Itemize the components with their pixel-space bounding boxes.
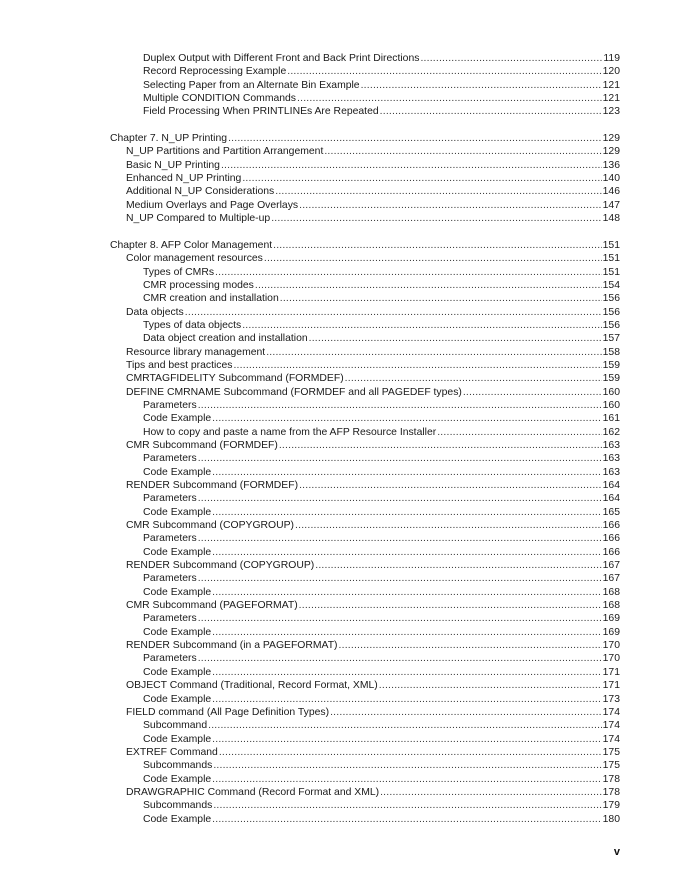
dot-leader bbox=[242, 319, 601, 332]
toc-entry[interactable] bbox=[0, 492, 680, 505]
toc-entry-title: EXTREF Command bbox=[126, 746, 218, 758]
toc-entry[interactable] bbox=[0, 332, 680, 345]
dot-leader bbox=[275, 185, 601, 198]
dot-leader bbox=[242, 172, 601, 185]
dot-leader bbox=[380, 786, 602, 799]
dot-leader bbox=[212, 813, 602, 826]
toc-entry[interactable] bbox=[0, 799, 680, 812]
toc-entry[interactable] bbox=[0, 399, 680, 412]
toc-entry-page: 168 bbox=[602, 586, 620, 598]
toc-entry-title: Parameters bbox=[143, 533, 197, 545]
dot-leader bbox=[212, 666, 602, 679]
toc-entry-page: 121 bbox=[602, 79, 620, 91]
toc-entry[interactable] bbox=[0, 412, 680, 425]
toc-entry-page: 166 bbox=[602, 520, 620, 532]
toc-entry-title: Parameters bbox=[143, 573, 197, 585]
toc-entry-title: Field Processing When PRINTLINEs Are Repeated bbox=[143, 106, 379, 118]
dot-leader bbox=[198, 612, 602, 625]
toc-entry-page: 140 bbox=[602, 173, 620, 185]
dot-leader bbox=[212, 773, 602, 786]
toc-entry-page: 160 bbox=[602, 386, 620, 398]
toc-entry-title: Duplex Output with Different Front and Back Print Directions bbox=[143, 53, 420, 64]
toc-entry-page: 147 bbox=[602, 199, 620, 211]
toc-entry-page: 164 bbox=[602, 480, 620, 491]
dot-leader bbox=[330, 706, 602, 719]
dot-leader bbox=[221, 159, 602, 172]
toc-entry-page: 164 bbox=[602, 493, 620, 505]
dot-leader bbox=[309, 332, 602, 345]
toc-entry-title: CMR creation and installation bbox=[143, 293, 279, 305]
toc-entry[interactable] bbox=[0, 105, 680, 118]
toc-entry-page: 129 bbox=[602, 133, 620, 145]
toc-entry[interactable] bbox=[0, 159, 680, 172]
toc-entry[interactable] bbox=[0, 706, 680, 719]
toc-entry-page: 160 bbox=[602, 399, 620, 411]
dot-leader bbox=[212, 466, 602, 479]
toc-entry[interactable] bbox=[0, 426, 680, 439]
dot-leader bbox=[212, 546, 602, 559]
dot-leader bbox=[228, 132, 602, 145]
toc-entry-title: Parameters bbox=[143, 613, 197, 625]
dot-leader bbox=[273, 239, 602, 252]
dot-leader bbox=[299, 599, 602, 612]
table-of-contents bbox=[0, 52, 680, 826]
toc-entry-title: Code Example bbox=[143, 813, 212, 825]
dot-leader bbox=[279, 439, 602, 452]
toc-entry-page: 162 bbox=[602, 426, 620, 438]
dot-leader bbox=[212, 586, 602, 599]
toc-entry-title: N_UP Compared to Multiple-up bbox=[126, 213, 271, 225]
toc-entry-page: 166 bbox=[602, 533, 620, 545]
toc-entry[interactable] bbox=[0, 346, 680, 359]
dot-leader bbox=[297, 92, 602, 105]
toc-entry[interactable] bbox=[0, 52, 680, 65]
toc-entry-page: 170 bbox=[602, 653, 620, 665]
toc-chapter-entry[interactable] bbox=[0, 239, 680, 252]
dot-leader bbox=[255, 279, 602, 292]
toc-entry-page: 146 bbox=[602, 186, 620, 198]
dot-leader bbox=[198, 532, 602, 545]
toc-entry-title: Code Example bbox=[143, 693, 212, 705]
toc-entry-title: Code Example bbox=[143, 413, 212, 425]
toc-entry-page: 179 bbox=[602, 800, 620, 812]
dot-leader bbox=[437, 426, 601, 439]
toc-entry[interactable] bbox=[0, 666, 680, 679]
toc-entry[interactable] bbox=[0, 639, 680, 652]
toc-entry-title: Parameters bbox=[143, 453, 197, 465]
toc-entry[interactable] bbox=[0, 532, 680, 545]
toc-entry-page: 163 bbox=[602, 439, 620, 451]
toc-entry-title: How to copy and paste a name from the AFP Resource Installer bbox=[143, 426, 437, 438]
dot-leader bbox=[212, 506, 602, 519]
toc-entry[interactable] bbox=[0, 185, 680, 198]
toc-entry-title: Subcommand bbox=[143, 720, 208, 732]
dot-leader bbox=[212, 626, 602, 639]
toc-entry[interactable] bbox=[0, 599, 680, 612]
toc-entry-title: CMR processing modes bbox=[143, 279, 254, 291]
toc-entry-page: 168 bbox=[602, 600, 620, 612]
toc-entry-page: 167 bbox=[602, 560, 620, 572]
toc-entry[interactable] bbox=[0, 773, 680, 786]
toc-entry[interactable] bbox=[0, 586, 680, 599]
dot-leader bbox=[280, 292, 602, 305]
toc-entry-page: 151 bbox=[602, 239, 620, 251]
toc-entry-title: CMRTAGFIDELITY Subcommand (FORMDEF) bbox=[126, 373, 344, 385]
toc-entry-page: 129 bbox=[602, 146, 620, 158]
toc-entry[interactable] bbox=[0, 92, 680, 105]
dot-leader bbox=[198, 572, 602, 585]
toc-entry-title: DRAWGRAPHIC Command (Record Format and XML) bbox=[126, 786, 380, 798]
toc-entry-title: Color management resources bbox=[126, 253, 263, 265]
toc-entry-page: 173 bbox=[602, 693, 620, 705]
toc-entry[interactable] bbox=[0, 612, 680, 625]
toc-entry[interactable] bbox=[0, 626, 680, 639]
toc-entry-title: Medium Overlays and Page Overlays bbox=[126, 199, 299, 211]
toc-entry[interactable] bbox=[0, 559, 680, 572]
toc-entry[interactable] bbox=[0, 145, 680, 158]
dot-leader bbox=[295, 519, 602, 532]
toc-entry[interactable] bbox=[0, 279, 680, 292]
dot-leader bbox=[212, 412, 602, 425]
toc-entry-title: CMR Subcommand (COPYGROUP) bbox=[126, 520, 295, 532]
dot-leader bbox=[315, 559, 601, 572]
dot-leader bbox=[198, 492, 602, 505]
toc-entry-title: Code Example bbox=[143, 546, 212, 558]
toc-entry[interactable] bbox=[0, 372, 680, 385]
toc-entry-title: Data objects bbox=[126, 306, 184, 318]
toc-entry-title: Record Reprocessing Example bbox=[143, 66, 287, 78]
dot-leader bbox=[185, 306, 602, 319]
toc-entry-page: 169 bbox=[602, 613, 620, 625]
dot-leader bbox=[213, 799, 601, 812]
toc-entry-page: 174 bbox=[602, 733, 620, 745]
toc-entry-page: 175 bbox=[602, 760, 620, 772]
toc-entry-title: Basic N_UP Printing bbox=[126, 159, 220, 171]
toc-entry-page: 148 bbox=[602, 213, 620, 225]
toc-entry-title: CMR Subcommand (PAGEFORMAT) bbox=[126, 600, 298, 612]
dot-leader bbox=[215, 266, 602, 279]
toc-entry-page: 180 bbox=[602, 813, 620, 825]
toc-chapter-entry[interactable] bbox=[0, 132, 680, 145]
page-number: v bbox=[613, 846, 620, 858]
dot-leader bbox=[287, 65, 601, 78]
toc-entry[interactable] bbox=[0, 746, 680, 759]
toc-entry-title: Multiple CONDITION Commands bbox=[143, 93, 297, 105]
dot-leader bbox=[463, 386, 602, 399]
dot-leader bbox=[420, 52, 602, 65]
toc-entry-title: DEFINE CMRNAME Subcommand (FORMDEF and all PAGEDEF types) bbox=[126, 386, 462, 398]
toc-entry-page: 174 bbox=[602, 720, 620, 732]
toc-entry-page: 136 bbox=[602, 159, 620, 171]
toc-entry-page: 174 bbox=[602, 706, 620, 718]
toc-entry[interactable] bbox=[0, 466, 680, 479]
dot-leader bbox=[198, 652, 602, 665]
toc-entry-page: 154 bbox=[602, 279, 620, 291]
toc-entry-page: 156 bbox=[602, 306, 620, 318]
toc-entry-title: Code Example bbox=[143, 773, 212, 785]
toc-entry-title: N_UP Partitions and Partition Arrangement bbox=[126, 146, 324, 158]
toc-entry-title: Resource library management bbox=[126, 346, 266, 358]
toc-entry[interactable] bbox=[0, 306, 680, 319]
toc-entry-page: 167 bbox=[602, 573, 620, 585]
toc-entry[interactable] bbox=[0, 719, 680, 732]
toc-entry[interactable] bbox=[0, 479, 680, 492]
dot-leader bbox=[266, 346, 601, 359]
toc-entry-title: Parameters bbox=[143, 653, 197, 665]
toc-entry-title: RENDER Subcommand (FORMDEF) bbox=[126, 480, 299, 491]
toc-entry-page: 165 bbox=[602, 506, 620, 518]
toc-entry-title: FIELD command (All Page Definition Types) bbox=[126, 706, 330, 718]
toc-entry-page: 157 bbox=[602, 333, 620, 345]
toc-entry-title: CMR Subcommand (FORMDEF) bbox=[126, 439, 278, 451]
toc-entry-page: 123 bbox=[602, 106, 620, 118]
toc-entry-title: Chapter 8. AFP Color Management bbox=[110, 239, 273, 251]
toc-entry[interactable] bbox=[0, 813, 680, 826]
dot-leader bbox=[208, 719, 602, 732]
dot-leader bbox=[212, 693, 602, 706]
toc-entry-page: 158 bbox=[602, 346, 620, 358]
toc-entry[interactable] bbox=[0, 652, 680, 665]
toc-entry-title: Tips and best practices bbox=[126, 359, 233, 371]
toc-entry-page: 178 bbox=[602, 773, 620, 785]
toc-entry-page: 171 bbox=[602, 680, 620, 692]
toc-entry-title: RENDER Subcommand (COPYGROUP) bbox=[126, 560, 315, 572]
toc-entry-page: 169 bbox=[602, 626, 620, 638]
toc-entry-page: 163 bbox=[602, 466, 620, 478]
dot-leader bbox=[380, 105, 602, 118]
toc-entry[interactable] bbox=[0, 359, 680, 372]
dot-leader bbox=[299, 479, 602, 492]
toc-entry[interactable] bbox=[0, 733, 680, 746]
toc-entry[interactable] bbox=[0, 693, 680, 706]
toc-entry-title: Code Example bbox=[143, 733, 212, 745]
toc-entry[interactable] bbox=[0, 65, 680, 78]
toc-entry-page: 175 bbox=[602, 746, 620, 758]
toc-entry-title: Types of data objects bbox=[143, 319, 242, 331]
dot-leader bbox=[233, 359, 601, 372]
toc-entry[interactable] bbox=[0, 759, 680, 772]
toc-entry-title: Subcommands bbox=[143, 760, 213, 772]
dot-leader bbox=[271, 212, 601, 225]
toc-entry[interactable] bbox=[0, 519, 680, 532]
toc-entry-page: 161 bbox=[602, 413, 620, 425]
toc-entry-title: RENDER Subcommand (in a PAGEFORMAT) bbox=[126, 640, 338, 652]
toc-entry-page: 178 bbox=[602, 786, 620, 798]
toc-entry-page: 163 bbox=[602, 453, 620, 465]
toc-entry[interactable] bbox=[0, 546, 680, 559]
toc-entry[interactable] bbox=[0, 266, 680, 279]
toc-entry[interactable] bbox=[0, 292, 680, 305]
dot-leader bbox=[213, 759, 601, 772]
toc-entry-title: Data object creation and installation bbox=[143, 333, 308, 345]
toc-entry-page: 166 bbox=[602, 546, 620, 558]
toc-entry-title: Types of CMRs bbox=[143, 266, 215, 278]
toc-entry-title: Code Example bbox=[143, 586, 212, 598]
dot-leader bbox=[339, 639, 602, 652]
toc-entry-page: 156 bbox=[602, 293, 620, 305]
toc-entry-title: Subcommands bbox=[143, 800, 213, 812]
toc-entry[interactable] bbox=[0, 79, 680, 92]
dot-leader bbox=[361, 79, 602, 92]
toc-entry-title: Code Example bbox=[143, 626, 212, 638]
toc-entry-title: Selecting Paper from an Alternate Bin Example bbox=[143, 79, 360, 91]
toc-entry-page: 120 bbox=[602, 66, 620, 78]
toc-entry-title: Code Example bbox=[143, 666, 212, 678]
toc-entry-page: 170 bbox=[602, 640, 620, 652]
toc-entry-page: 171 bbox=[602, 666, 620, 678]
toc-entry-page: 151 bbox=[602, 253, 620, 265]
dot-leader bbox=[198, 399, 602, 412]
section-spacer bbox=[0, 225, 680, 238]
toc-entry-page: 156 bbox=[602, 319, 620, 331]
toc-entry-page: 119 bbox=[603, 53, 620, 64]
toc-entry[interactable] bbox=[0, 506, 680, 519]
toc-entry-title: Code Example bbox=[143, 506, 212, 518]
toc-entry[interactable] bbox=[0, 452, 680, 465]
toc-entry[interactable] bbox=[0, 786, 680, 799]
toc-entry[interactable] bbox=[0, 199, 680, 212]
toc-entry[interactable] bbox=[0, 319, 680, 332]
dot-leader bbox=[324, 145, 601, 158]
dot-leader bbox=[345, 372, 602, 385]
toc-entry[interactable] bbox=[0, 439, 680, 452]
toc-entry-title: Parameters bbox=[143, 493, 197, 505]
toc-entry-title: Parameters bbox=[143, 399, 197, 411]
toc-entry-title: Chapter 7. N_UP Printing bbox=[110, 133, 228, 145]
dot-leader bbox=[299, 199, 602, 212]
toc-entry-page: 151 bbox=[602, 266, 620, 278]
section-spacer bbox=[0, 119, 680, 132]
toc-entry-page: 121 bbox=[602, 93, 620, 105]
toc-entry-title: Additional N_UP Considerations bbox=[126, 186, 275, 198]
toc-entry[interactable] bbox=[0, 252, 680, 265]
toc-entry[interactable] bbox=[0, 679, 680, 692]
toc-entry[interactable] bbox=[0, 572, 680, 585]
dot-leader bbox=[198, 452, 602, 465]
dot-leader bbox=[219, 746, 602, 759]
toc-entry[interactable] bbox=[0, 172, 680, 185]
toc-entry-page: 159 bbox=[602, 373, 620, 385]
toc-entry[interactable] bbox=[0, 212, 680, 225]
dot-leader bbox=[379, 679, 602, 692]
toc-entry-page: 159 bbox=[602, 359, 620, 371]
toc-entry[interactable] bbox=[0, 386, 680, 399]
toc-entry-title: OBJECT Command (Traditional, Record Format, XML) bbox=[126, 680, 378, 692]
dot-leader bbox=[264, 252, 602, 265]
dot-leader bbox=[212, 733, 602, 746]
toc-entry-title: Code Example bbox=[143, 466, 212, 478]
toc-entry-title: Enhanced N_UP Printing bbox=[126, 173, 242, 185]
